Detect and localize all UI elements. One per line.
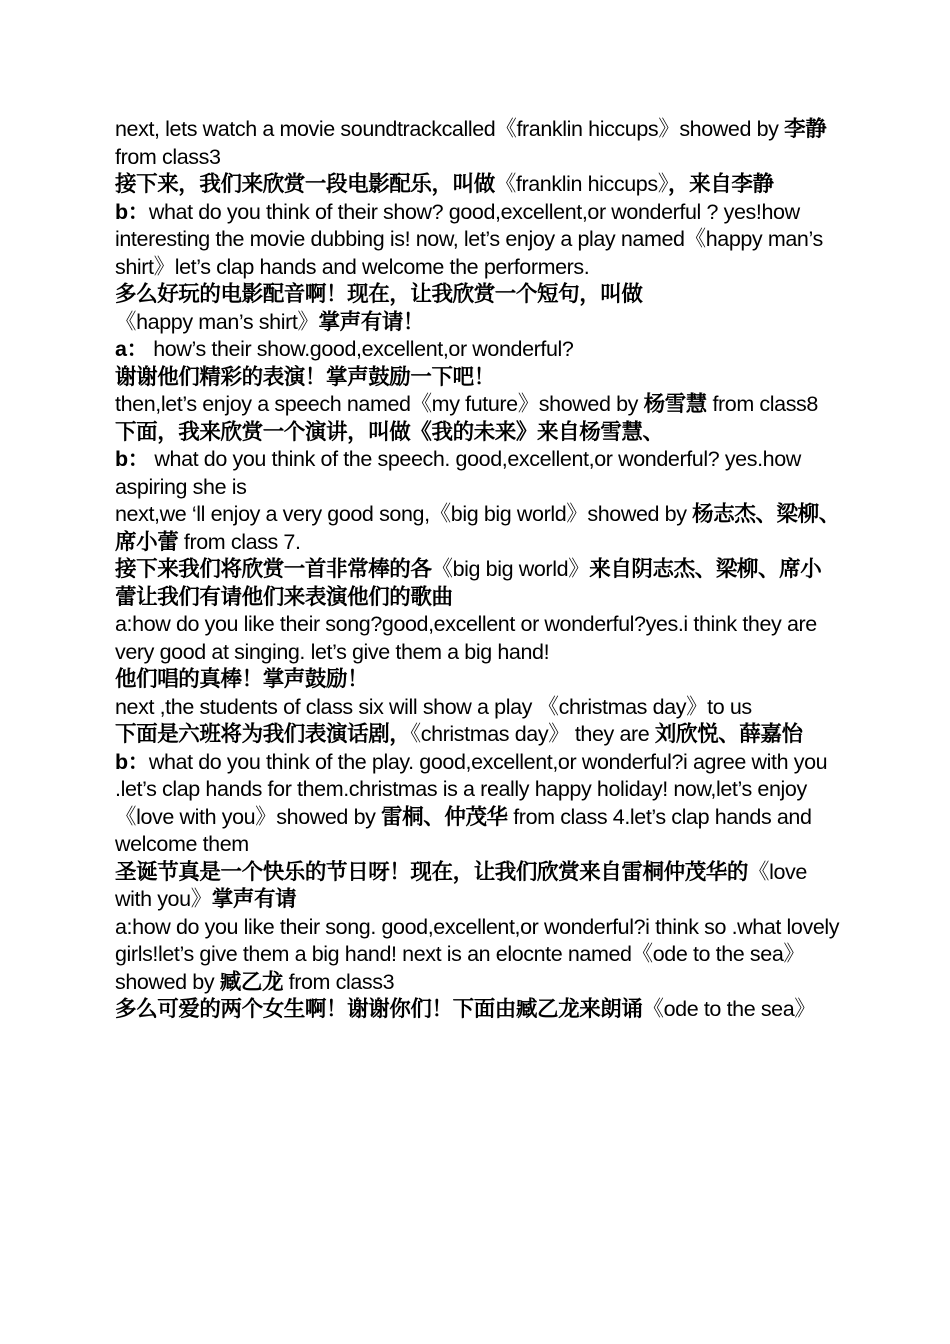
text-segment: next ,the students of class six will show a play 《christmas day》to us — [115, 694, 752, 719]
text-segment: 《happy man’s shirt》 — [115, 309, 319, 334]
text-segment: a:how do you like their song?good,excellent or wonderful?yes.i think they are very good at singing. let’s give them a big hand! — [115, 612, 817, 664]
paragraph — [115, 199, 840, 282]
bold-text-segment: a — [115, 337, 127, 361]
paragraph — [115, 281, 840, 336]
bold-text-segment: ： — [127, 749, 149, 774]
bold-text-segment: b — [115, 199, 128, 224]
bold-text-segment: 刘欣悦、薛嘉怡 — [654, 722, 803, 746]
text-segment: then,let’s enjoy a speech named《my future》showed by — [115, 392, 644, 416]
bold-text-segment: 雷桐、仲茂华 — [381, 804, 508, 829]
bold-text-segment: 多么可爱的两个女生啊！谢谢你们！下面由臧乙龙来朗诵 — [115, 997, 643, 1021]
paragraph — [115, 446, 840, 501]
bold-text-segment: 李静 — [784, 117, 827, 141]
bold-text-segment: 掌声有请！ — [318, 309, 425, 334]
bold-text-segment: 掌声有请 — [211, 887, 297, 911]
paragraph — [115, 914, 840, 997]
bold-text-segment: 接下来，我们来欣赏一段电影配乐，叫做 — [115, 172, 495, 196]
paragraph — [115, 336, 840, 364]
bold-text-segment: 杨雪慧 — [643, 392, 707, 416]
text-segment: 《love with you》 — [115, 859, 807, 911]
text-segment: 《franklin hiccups》 — [494, 172, 669, 196]
paragraph — [115, 721, 840, 749]
text-segment: from class 4.let’s clap hands and welcome them — [115, 804, 812, 856]
paragraph — [115, 171, 840, 199]
text-segment: 《big big world》 — [431, 557, 590, 581]
bold-text-segment: b — [115, 749, 128, 774]
bold-text-segment: 圣诞节真是一个快乐的节日呀！现在，让我们欣赏来自雷桐仲茂华的 — [115, 859, 749, 884]
text-segment: how’s their show.good,excellent,or wonderful? — [147, 337, 574, 361]
text-segment: what do you think of the speech. good,excellent,or wonderful? yes.how aspiring she is — [115, 447, 801, 499]
bold-text-segment: 来自阴志杰、梁柳、席小蕾让我们有请他们来表演他们的歌曲 — [115, 557, 822, 609]
bold-text-segment: b — [115, 447, 128, 471]
paragraph — [115, 364, 840, 392]
paragraph — [115, 666, 840, 694]
bold-text-segment: ： — [127, 447, 149, 471]
bold-text-segment: 杨志杰、梁柳、席小蕾 — [115, 502, 840, 554]
paragraph — [115, 694, 840, 722]
text-segment: from class3 — [283, 969, 395, 994]
document-body — [115, 116, 840, 1024]
paragraph — [115, 501, 840, 556]
paragraph — [115, 116, 840, 171]
bold-text-segment: 下面是六班将为我们表演话剧， — [115, 722, 411, 746]
text-segment: what do you think of the play. good,excellent,or wonderful?i agree with you .let’s clap hands for them.christmas is a really happy holiday! now,let’s enjoy《love with you》showed by — [115, 749, 828, 829]
paragraph — [115, 996, 840, 1024]
bold-text-segment: 接下来我们将欣赏一首非常棒的各 — [115, 557, 432, 581]
text-segment: a:how do you like their song. good,excellent,or wonderful?i think so .what lovely girls!let’s give them a big hand! next is an elocnte named《ode to the sea》showed by — [115, 914, 840, 994]
bold-text-segment: 臧乙龙 — [219, 969, 284, 994]
bold-text-segment: 多么好玩的电影配音啊！现在，让我欣赏一个短句，叫做 — [115, 282, 643, 306]
text-segment: next, lets watch a movie soundtrackcalled《franklin hiccups》showed by — [115, 117, 785, 141]
text-segment: from class3 — [115, 144, 221, 169]
bold-text-segment: 谢谢他们精彩的表演！掌声鼓励一下吧！ — [115, 364, 495, 389]
paragraph — [115, 611, 840, 666]
text-segment: from class 7. — [178, 529, 301, 554]
text-segment: 《christmas day》 they are — [410, 722, 655, 746]
text-segment: 《ode to the sea》 — [642, 997, 816, 1021]
paragraph — [115, 391, 840, 446]
bold-text-segment: ，来自李静 — [668, 172, 774, 196]
paragraph — [115, 749, 840, 859]
bold-text-segment: 下面，我来欣赏一个演讲，叫做《我的未来》来自杨雪慧、 — [115, 419, 664, 444]
text-segment: from class8 — [706, 392, 818, 416]
bold-text-segment: ： — [126, 337, 148, 361]
text-segment: what do you think of their show? good,excellent,or wonderful ? yes!how interesting the movie dubbing is! now, let’s enjoy a play named《happy man’s shirt》let’s clap hands and welcome the performers. — [115, 199, 823, 279]
paragraph — [115, 859, 840, 914]
bold-text-segment: 他们唱的真棒！掌声鼓励！ — [115, 667, 369, 691]
paragraph — [115, 556, 840, 611]
text-segment: next,we ‘ll enjoy a very good song,《big big world》showed by — [115, 502, 693, 526]
bold-text-segment: ： — [127, 199, 149, 224]
